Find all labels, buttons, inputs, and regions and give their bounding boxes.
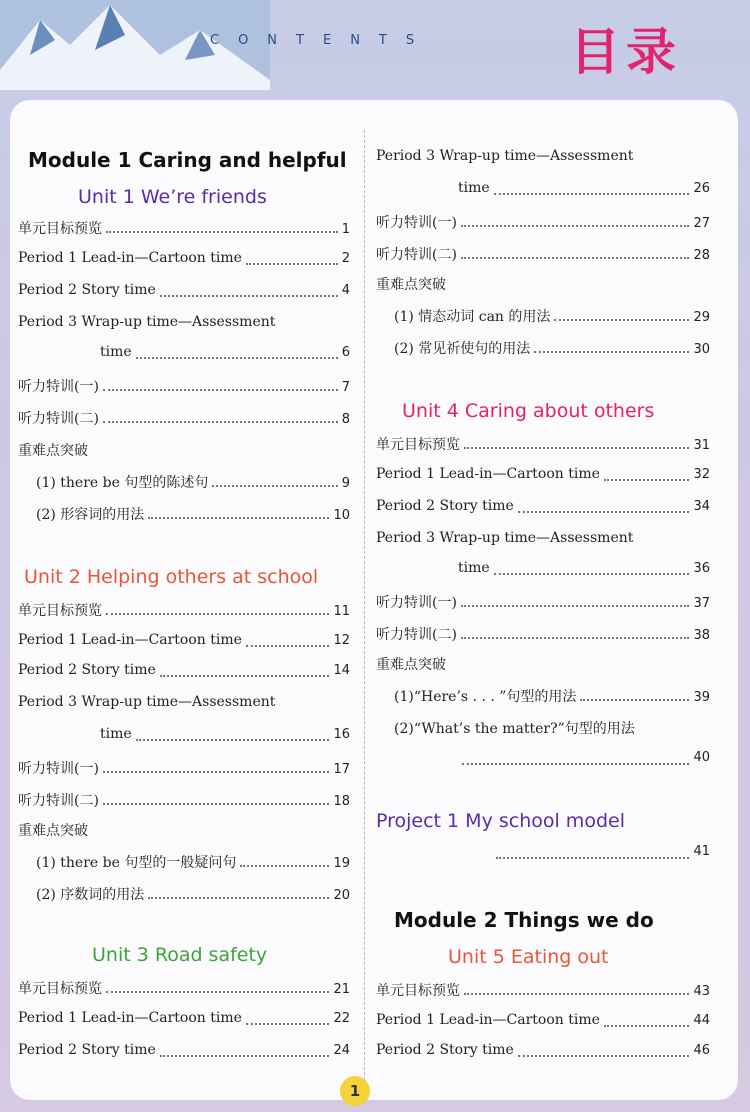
toc-entry[interactable]: Period 2 Story time 4 (18, 282, 350, 298)
toc-entry[interactable]: 听力特训(二) 38 (376, 627, 710, 643)
toc-entry-label: Period 3 Wrap-up time—Assessment (18, 314, 276, 330)
toc-entry[interactable]: time 6 (100, 344, 350, 360)
module-2-title: Module 2 Things we do (394, 908, 654, 932)
toc-entry[interactable]: time 16 (100, 726, 350, 742)
toc-entry-label: 重难点突破 (376, 657, 446, 673)
toc-entry[interactable]: (1) there be 句型的陈述句 9 (36, 475, 350, 491)
toc-entry[interactable]: Period 1 Lead-in—Cartoon time 2 (18, 250, 350, 266)
toc-entry[interactable]: Period 2 Story time 34 (376, 498, 710, 514)
toc-entry[interactable]: (1)“Here’s . . . ”句型的用法 39 (394, 689, 710, 705)
toc-entry[interactable]: 40 (376, 750, 710, 772)
toc-entry[interactable]: time 26 (458, 180, 710, 196)
module-1-title: Module 1 Caring and helpful (28, 148, 347, 172)
toc-entry[interactable]: Period 2 Story time 14 (18, 662, 350, 678)
toc-entry-label: 重难点突破 (18, 823, 88, 839)
toc-entry[interactable]: 41 (376, 844, 710, 866)
toc-entry[interactable]: 单元目标预览 11 (18, 603, 350, 619)
toc-entry[interactable]: 单元目标预览 31 (376, 437, 710, 453)
toc-entry[interactable]: 听力特训(二) 28 (376, 247, 710, 263)
toc-entry[interactable]: Period 2 Story time 46 (376, 1042, 710, 1058)
page-number: 1 (340, 1076, 370, 1106)
contents-sheet (10, 100, 738, 1100)
column-divider (364, 130, 365, 1100)
unit-4-title[interactable]: Unit 4 Caring about others (402, 400, 655, 422)
contents-heading-chinese: 目录 (570, 23, 682, 81)
toc-entry[interactable]: (2) 序数词的用法 20 (36, 887, 350, 903)
toc-entry-label: Period 3 Wrap-up time—Assessment (376, 148, 634, 164)
toc-entry[interactable]: (2) 常见祈使句的用法 30 (394, 341, 710, 357)
unit-5-title[interactable]: Unit 5 Eating out (448, 946, 609, 968)
toc-entry[interactable]: (1) 情态动词 can 的用法 29 (394, 309, 710, 325)
toc-entry[interactable]: 单元目标预览 1 (18, 221, 350, 237)
toc-entry-label: (2)“What’s the matter?”句型的用法 (394, 721, 635, 737)
toc-entry[interactable]: 听力特训(二) 8 (18, 411, 350, 427)
unit-1-title[interactable]: Unit 1 We’re friends (78, 186, 267, 208)
toc-entry[interactable]: Period 1 Lead-in—Cartoon time 22 (18, 1010, 350, 1026)
toc-entry-label: 重难点突破 (376, 277, 446, 293)
toc-entry[interactable]: (1) there be 句型的一般疑问句 19 (36, 855, 350, 871)
toc-entry[interactable]: Period 2 Story time 24 (18, 1042, 350, 1058)
unit-2-title[interactable]: Unit 2 Helping others at school (24, 566, 319, 588)
project-1-title[interactable]: Project 1 My school model (376, 810, 625, 832)
toc-entry[interactable]: 听力特训(一) 37 (376, 595, 710, 611)
toc-entry[interactable]: 单元目标预览 21 (18, 981, 350, 997)
toc-entry-label: 重难点突破 (18, 443, 88, 459)
toc-entry[interactable]: Period 1 Lead-in—Cartoon time 32 (376, 466, 710, 482)
toc-entry[interactable]: (2) 形容词的用法 10 (36, 507, 350, 523)
toc-entry[interactable]: 听力特训(一) 27 (376, 215, 710, 231)
toc-entry-label: Period 3 Wrap-up time—Assessment (376, 530, 634, 546)
toc-entry[interactable]: Period 1 Lead-in—Cartoon time 12 (18, 632, 350, 648)
toc-entry[interactable]: 听力特训(一) 17 (18, 761, 350, 777)
toc-entry[interactable]: time 36 (458, 560, 710, 576)
toc-entry[interactable]: 听力特训(二) 18 (18, 793, 350, 809)
unit-3-title[interactable]: Unit 3 Road safety (92, 944, 268, 966)
toc-entry[interactable]: Period 1 Lead-in—Cartoon time 44 (376, 1012, 710, 1028)
toc-entry[interactable]: 单元目标预览 43 (376, 983, 710, 999)
toc-entry[interactable]: 听力特训(一) 7 (18, 379, 350, 395)
contents-heading-english: CONTENTS (210, 33, 434, 48)
toc-entry-label: Period 3 Wrap-up time—Assessment (18, 694, 276, 710)
